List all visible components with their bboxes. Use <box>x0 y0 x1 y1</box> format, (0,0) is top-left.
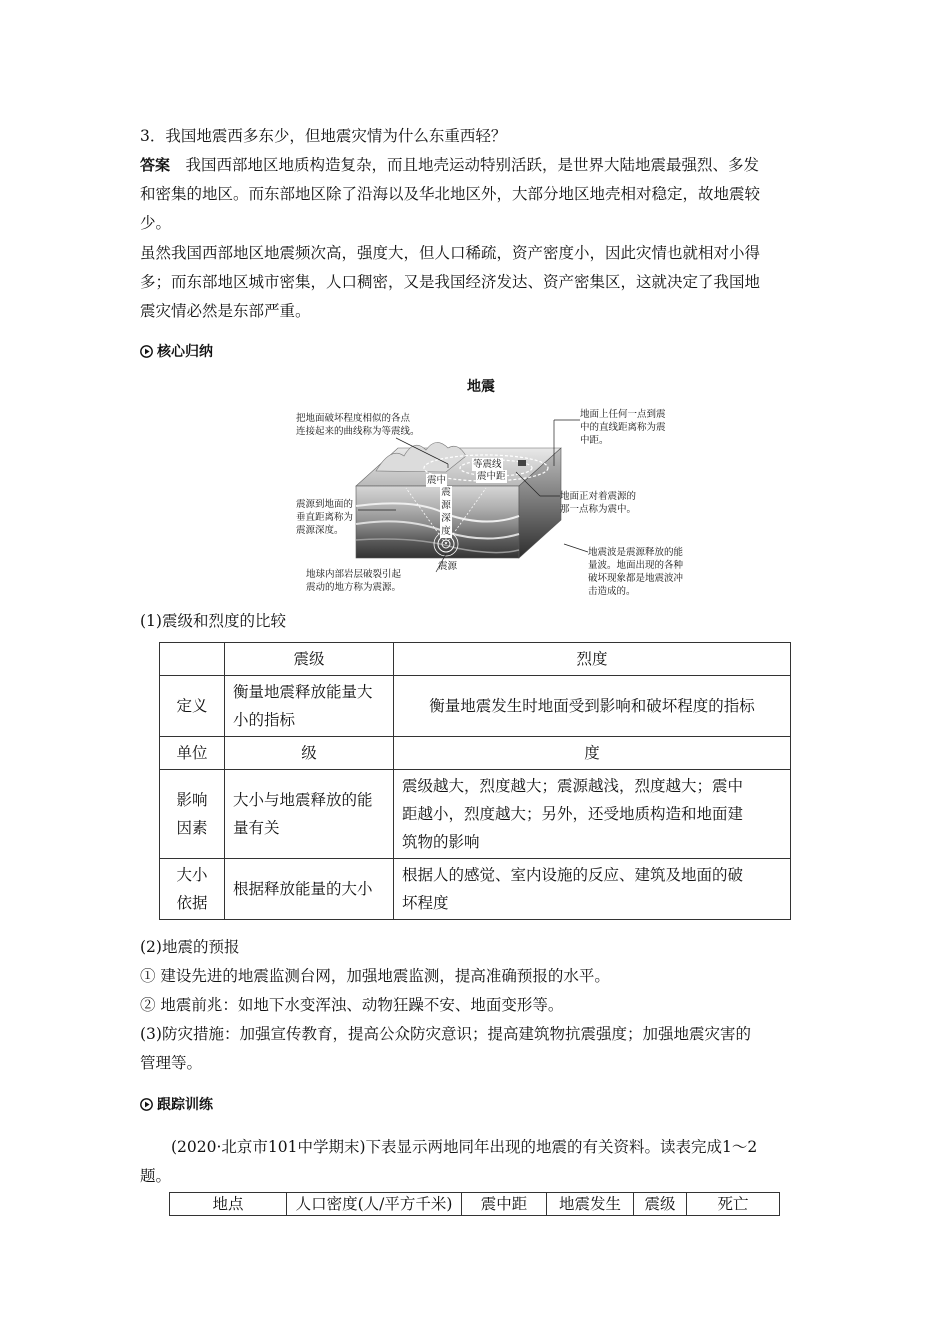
table-cell: 震级越大，烈度越大；震源越浅，烈度越大；震中 距越小，烈度越大；另外，还受地质构造和地面建 筑物的影响 <box>394 770 791 859</box>
answer-paragraph-2: 虽然我国西部地区地震频次高，强度大，但人口稀疏，资产密度小，因此灾情也就相对小得 多；而东部地区城市密集，人口稠密，又是我国经济发达、资产密集区，这就决定了我国地 震灾情必然是东部严重。 <box>140 244 761 320</box>
subheading-3-line-1: (3)防灾措施：加强宣传教育，提高公众防灾意识；提高建筑物抗震强度；加强地震灾害的 <box>140 1025 751 1043</box>
table-row <box>160 676 791 737</box>
table-cell: 度 <box>394 737 791 770</box>
table-header-cell: 死亡 <box>687 1193 780 1216</box>
comparison-table <box>159 642 791 920</box>
table-header-cell <box>160 643 225 676</box>
subheading-1: (1)震级和烈度的比较 <box>140 612 286 630</box>
tag-focus: 震源 <box>438 561 458 572</box>
answer-label: 答案 <box>140 156 171 174</box>
table-cell: 衡量地震释放能量大 小的指标 <box>225 676 394 737</box>
table-header-cell: 震级 <box>225 643 394 676</box>
table-row <box>160 859 791 920</box>
data-table <box>169 1192 780 1216</box>
answer-line-1: 答案 我国西部地区地质构造复杂，而且地壳运动特别活跃，是世界大陆地震最强烈、多发 <box>140 156 760 174</box>
play-circle-icon <box>140 345 153 358</box>
play-circle-icon <box>140 1098 153 1111</box>
table-cell: 根据释放能量的大小 <box>225 859 394 920</box>
table-header-cell: 地震发生 <box>547 1193 634 1216</box>
tag-isoseismal: 等震线 <box>473 459 502 470</box>
table-header-cell: 人口密度(人/平方千米) <box>287 1193 462 1216</box>
table-row <box>160 737 791 770</box>
table-row <box>160 770 791 859</box>
earthquake-diagram <box>296 376 684 606</box>
table-cell: 影响 因素 <box>160 770 225 859</box>
table-cell: 大小与地震释放的能 量有关 <box>225 770 394 859</box>
fig-label-epicentral-distance: 地面上任何一点到震 中的直线距离称为震 中距。 <box>580 409 666 446</box>
building-shape <box>518 460 526 466</box>
table-header-cell: 震级 <box>634 1193 687 1216</box>
tag-focal-depth: 震 源 深 度 <box>441 487 451 537</box>
table-cell: 衡量地震发生时地面受到影响和破坏程度的指标 <box>394 676 791 737</box>
forecast-list <box>140 933 810 1078</box>
figure-title: 地震 <box>467 379 495 395</box>
fig-label-focal-depth: 震源到地面的 垂直距离称为 震源深度。 <box>296 499 354 536</box>
table-cell: 大小 依据 <box>160 859 225 920</box>
table-row <box>170 1193 780 1216</box>
section-follow-training: 跟踪训练 <box>140 1093 213 1115</box>
answer-block <box>140 151 810 238</box>
answer-line-2: 和密集的地区。而东部地区除了沿海以及华北地区外，大部分地区地壳相对稳定，故地震较 <box>140 185 761 203</box>
section-core-summary: 核心归纳 <box>140 340 213 362</box>
fig-label-epicenter: 地面正对着震源的 那一点称为震中。 <box>560 491 637 515</box>
table-row <box>160 643 791 676</box>
question-3: 3．我国地震西多东少，但地震灾情为什么东重西轻？ <box>140 127 507 145</box>
fig-label-focus: 地球内部岩层破裂引起 震动的地方称为震源。 <box>306 569 402 593</box>
list-item: ② 地震前兆：如地下水变浑浊、动物狂躁不安、地面变形等。 <box>140 996 564 1014</box>
table-cell: 级 <box>225 737 394 770</box>
subheading-2: (2)地震的预报 <box>140 938 240 956</box>
training-intro: (2020·北京市101中学期末)下表显示两地同年出现的地震的有关资料。读表完成1～2 题。 <box>140 1138 758 1185</box>
table-header-cell: 烈度 <box>394 643 791 676</box>
fig-label-isoseismal: 把地面破坏程度相似的各点 连接起来的曲线称为等震线。 <box>296 413 420 437</box>
tag-epicentral-distance: 震中距 <box>477 471 506 482</box>
tag-epicenter: 震中 <box>427 475 447 486</box>
table-cell: 根据人的感觉、室内设施的反应、建筑及地面的破 坏程度 <box>394 859 791 920</box>
fig-label-seismic-wave: 地震波是震源释放的能 量波。地面出现的各种 破坏现象都是地震波冲 击造成的。 <box>588 547 684 597</box>
list-item: ① 建设先进的地震监测台网，加强地震监测，提高准确预报的水平。 <box>140 967 610 985</box>
subheading-3-line-2: 管理等。 <box>140 1054 203 1072</box>
table-cell: 定义 <box>160 676 225 737</box>
answer-line-3: 少。 <box>140 214 172 232</box>
table-header-cell: 地点 <box>170 1193 287 1216</box>
table-header-cell: 震中距 <box>462 1193 547 1216</box>
table-cell: 单位 <box>160 737 225 770</box>
